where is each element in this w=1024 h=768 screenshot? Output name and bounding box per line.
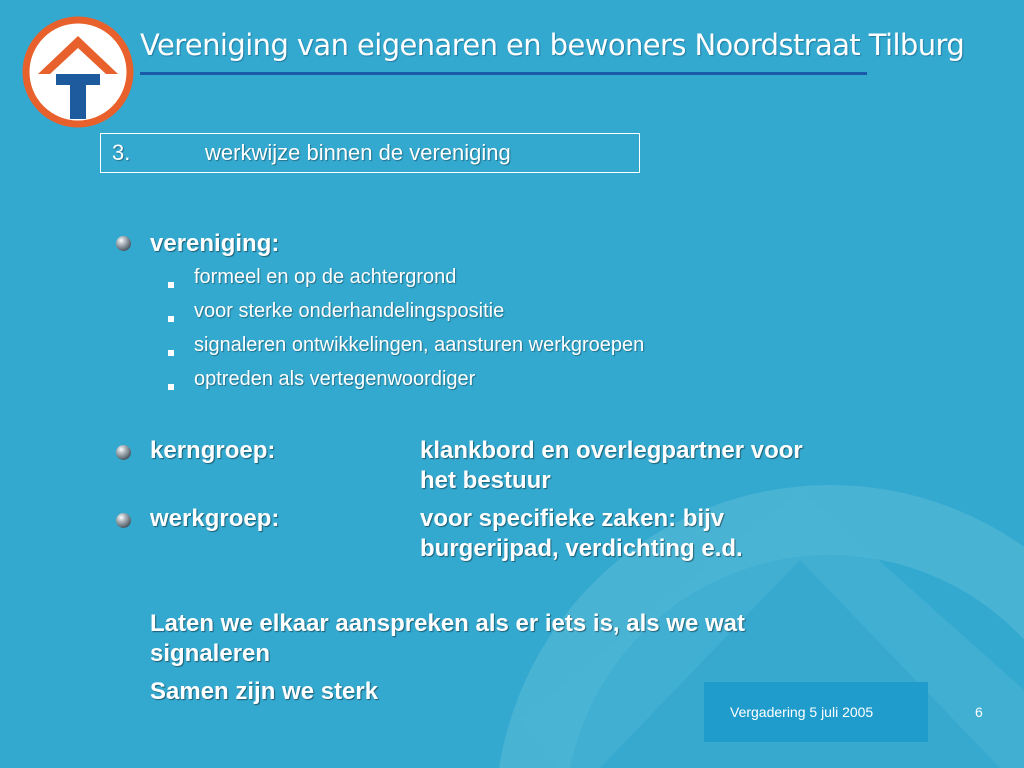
section-number: 3. <box>112 140 131 165</box>
closing-line1: Laten we elkaar aanspreken als er iets is, als we wat <box>150 610 745 637</box>
association-logo <box>22 16 134 128</box>
square-bullet-icon <box>168 316 174 322</box>
bullet-icon <box>116 513 131 528</box>
werkgroep-label: werkgroep: <box>150 505 280 532</box>
title-underline <box>140 72 867 75</box>
kerngroep-label: kerngroep: <box>150 437 276 464</box>
closing-slogan: Samen zijn we sterk <box>150 678 379 705</box>
organization-title: Vereniging van eigenaren en bewoners Noordstraat Tilburg <box>140 28 965 62</box>
list-item: voor sterke onderhandelingspositie <box>194 300 505 322</box>
page-number: 6 <box>975 704 983 720</box>
vereniging-label: vereniging: <box>150 230 280 257</box>
list-item: formeel en op de achtergrond <box>194 266 457 288</box>
square-bullet-icon <box>168 282 174 288</box>
bullet-icon <box>116 236 131 251</box>
square-bullet-icon <box>168 384 174 390</box>
list-item: optreden als vertegenwoordiger <box>194 368 476 390</box>
list-item: signaleren ontwikkelingen, aansturen werkgroepen <box>194 334 645 356</box>
bullet-icon <box>116 445 131 460</box>
section-heading <box>100 133 640 173</box>
kerngroep-description-line2: het bestuur <box>420 467 551 494</box>
werkgroep-description-line1: voor specifieke zaken: bijv <box>420 505 725 532</box>
closing-line2: signaleren <box>150 640 271 667</box>
kerngroep-description-line1: klankbord en overlegpartner voor <box>420 437 803 464</box>
footer-date: Vergadering 5 juli 2005 <box>730 704 874 720</box>
square-bullet-icon <box>168 350 174 356</box>
werkgroep-description-line2: burgerijpad, verdichting e.d. <box>420 535 743 562</box>
section-title: werkwijze binnen de vereniging <box>205 140 511 165</box>
